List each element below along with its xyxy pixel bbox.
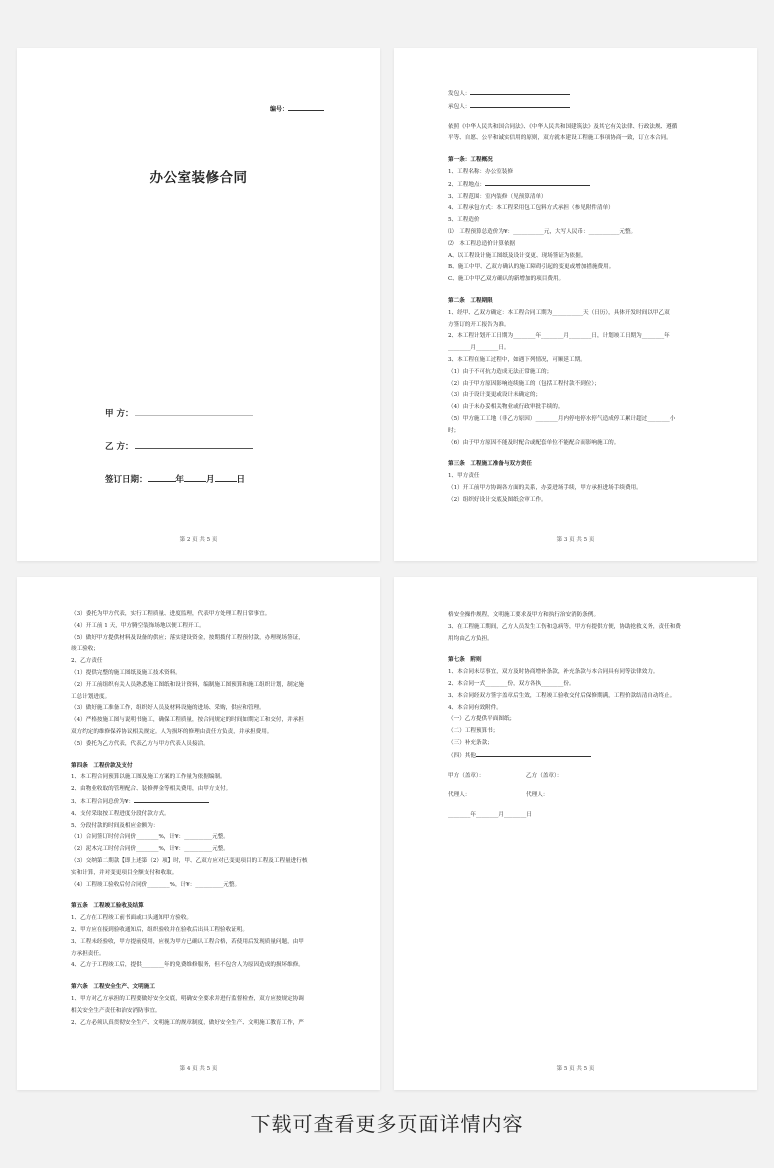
signature-label: 代理人： bbox=[448, 792, 471, 799]
line-text: 1、本工程合同预算以施工图及施工方案的工作量为依据编制。 bbox=[71, 774, 226, 781]
signature-row bbox=[448, 790, 709, 802]
contract-line bbox=[71, 739, 332, 751]
contract-line bbox=[448, 262, 709, 274]
line-text: 1、甲方对乙方承担的工程要做好安全交底，明确安全要求并进行监督检查，双方应按规定协调 bbox=[71, 995, 304, 1002]
spacer bbox=[448, 114, 709, 122]
line-text: （5）甲方施工工地（非乙方原因）________月内停电停水停气造成停工累计超过________小 bbox=[448, 415, 676, 422]
line-text: （4）严格按施工图与说明书施工，确保工程质量，按合同规定的时间如期完工和交付，并承担 bbox=[71, 717, 304, 724]
contract-line bbox=[448, 167, 709, 179]
contract-line bbox=[448, 438, 709, 450]
line-text: ________月________日。 bbox=[448, 345, 510, 352]
page-body bbox=[448, 88, 709, 507]
line-text: 4、支付采取按工程进度分段付款方式。 bbox=[71, 810, 170, 817]
blank-underline bbox=[485, 179, 590, 186]
contract-line bbox=[71, 668, 332, 680]
contract-line bbox=[448, 703, 709, 715]
line-text: 1、工程名称：办公室装修 bbox=[448, 168, 514, 175]
contract-line bbox=[448, 101, 709, 114]
line-text: （3）交纳第二期款【即上述第（2）项】时，甲、乙双方应对已变更项目的工程及工程量进行核 bbox=[71, 857, 308, 864]
line-text: 4、本合同有效附件。 bbox=[448, 704, 502, 711]
line-text: 5、工程造价 bbox=[448, 217, 480, 224]
line-text: 竣工验收； bbox=[71, 646, 99, 653]
line-text: （3）委托为甲方代表，实行工程质量、进度监理，代表甲方处理工程日常事宜。 bbox=[71, 611, 271, 617]
contract-line bbox=[448, 379, 709, 391]
contract-page-5 bbox=[394, 577, 757, 1090]
contract-line bbox=[71, 715, 332, 727]
line-text: 1、经甲、乙双方确定：本工程合同工期为___________天（日历），具体开发时间以甲乙双 bbox=[448, 309, 670, 316]
contract-line bbox=[71, 784, 332, 796]
contract-line bbox=[71, 703, 332, 715]
page-footer: 第 2 页 共 5 页 bbox=[179, 537, 218, 543]
line-text: （2）组织好设计交底及图纸会审工作。 bbox=[448, 496, 547, 503]
line-text: ⑵ 本工程总造价计算依据 bbox=[448, 240, 516, 247]
section-heading: 第四条 工程价款及支付 bbox=[71, 762, 133, 769]
contract-line bbox=[448, 679, 709, 691]
line-text: 发包人： bbox=[448, 91, 471, 97]
section-heading: 第六条 工程安全生产、文明施工 bbox=[71, 984, 155, 991]
line-text: 2、工程地点： bbox=[448, 181, 486, 188]
line-text: 2、乙方责任 bbox=[71, 658, 103, 665]
line-text: 1、乙方在工程竣工前书面或口头通知甲方验收。 bbox=[71, 915, 193, 922]
contract-line bbox=[71, 960, 332, 972]
contract-line bbox=[71, 633, 332, 645]
contract-line bbox=[448, 308, 709, 320]
signature-row bbox=[448, 771, 709, 783]
page-body bbox=[71, 609, 332, 1029]
signature-label: 乙方（盖章）： bbox=[526, 772, 563, 779]
contract-line bbox=[448, 402, 709, 414]
contract-line bbox=[71, 1018, 332, 1030]
spacer bbox=[448, 763, 709, 771]
line-text: 承包人： bbox=[448, 103, 471, 110]
contract-line bbox=[71, 609, 332, 621]
line-text: （2）开工前组织有关人员熟悉施工图纸和设计资料，编制施工图预算和施工组织计划，制定施 bbox=[71, 681, 304, 688]
contract-line bbox=[71, 937, 332, 949]
contract-line bbox=[71, 880, 332, 892]
line-text: 2、本合同一式________份，双方各执________份。 bbox=[448, 680, 575, 687]
contract-line bbox=[71, 856, 332, 868]
line-text: （1）提供完整的施工图纸及施工技术资料。 bbox=[71, 669, 181, 676]
blank-underline bbox=[476, 750, 591, 757]
line-text: ________年________月________日 bbox=[448, 812, 532, 819]
contract-line bbox=[71, 809, 332, 821]
contract-page-3 bbox=[394, 48, 757, 561]
contract-line bbox=[448, 88, 709, 101]
page-footer: 第 5 页 共 5 页 bbox=[556, 1066, 595, 1072]
line-text: 方承担责任。 bbox=[71, 950, 105, 957]
contract-line bbox=[448, 343, 709, 355]
signature-label: 甲方（盖章）： bbox=[448, 772, 485, 779]
contract-line bbox=[71, 868, 332, 880]
line-text: B、施工中甲、乙双方确认的施工障碍引起的变更或增加措施费用。 bbox=[448, 264, 615, 271]
blank-underline bbox=[134, 796, 209, 803]
contract-line bbox=[448, 426, 709, 438]
contract-line bbox=[448, 622, 709, 634]
page-footer: 第 3 页 共 5 页 bbox=[556, 537, 595, 543]
contract-number: 编号： bbox=[270, 104, 324, 113]
line-text: 3、在工程施工期间，乙方人员发生工伤和急病等，甲方有提供方便，协助抢救义务，责任和费 bbox=[448, 623, 681, 630]
line-text: （4）由于未办妥相关物业或行政审批手续的。 bbox=[448, 404, 564, 411]
line-text: A、以工程设计施工图纸及设计变更、现场签证为依据。 bbox=[448, 252, 587, 259]
line-text: （2）泥木完工时付合同价________%，计¥：__________元整。 bbox=[71, 846, 229, 853]
line-text: （1）由于不可抗力造成无法正常施工的； bbox=[448, 368, 553, 375]
contract-line bbox=[448, 810, 709, 822]
contract-line bbox=[71, 844, 332, 856]
contract-line bbox=[448, 355, 709, 367]
section-heading: 第一条：工程概况 bbox=[448, 157, 493, 164]
line-text: （1）合同签订时付合同价________%，计¥：__________元整。 bbox=[71, 834, 229, 841]
line-text: 依照《中华人民共和国合同法》、《中华人民共和国建筑法》及其它有关法律、行政法规、遵循 bbox=[448, 123, 678, 130]
line-text: （4）工程竣工验收后付合同价________%，计¥：__________元整。 bbox=[71, 881, 241, 888]
line-text: C、施工中甲乙双方确认的新增加的项目费用。 bbox=[448, 276, 565, 283]
line-text: 3、工程未经验收，甲方提前使用，应视为甲方已确认工程合格，若使用后发现质量问题，由甲 bbox=[71, 938, 304, 945]
contract-line bbox=[448, 390, 709, 402]
line-text: 平等、自愿、公平和诚实信用的原则，双方就本建设工程施工事项协商一致，订立本合同。 bbox=[448, 135, 672, 142]
line-text: （6）由于甲方原因不能及时配合或配套单位不能配合而影响施工的。 bbox=[448, 439, 620, 446]
contract-line bbox=[448, 320, 709, 332]
page-body bbox=[448, 610, 709, 822]
contract-line bbox=[71, 692, 332, 704]
contract-line bbox=[448, 133, 709, 145]
contract-line bbox=[448, 667, 709, 679]
section-heading: 第七条 附则 bbox=[448, 657, 482, 664]
contract-line bbox=[448, 331, 709, 343]
contract-line bbox=[71, 821, 332, 833]
line-text: （5）委托为乙方代表，代表乙方与甲方代表人员接洽。 bbox=[71, 740, 209, 747]
line-text: （一）乙方提供平面图纸； bbox=[448, 716, 516, 723]
party-b-line: 乙 方： bbox=[105, 439, 253, 452]
blank-underline bbox=[470, 88, 570, 95]
line-text: 时； bbox=[448, 427, 460, 434]
signature-label: 代理人： bbox=[526, 792, 549, 799]
contract-line bbox=[448, 192, 709, 204]
line-text: （2）由于甲方原因影响连续施工的（包括工程付款不到位）； bbox=[448, 380, 600, 387]
line-text: （1）开工前甲方协调各方面的关系，办妥进场手续，甲方承担进场手续费用。 bbox=[448, 484, 642, 491]
line-text: 方签订的开工报告为准。 bbox=[448, 321, 510, 328]
contract-line bbox=[71, 772, 332, 784]
contract-line bbox=[448, 691, 709, 703]
line-text: 2、本工程计划开工日期为________年________月________日，计划竣工日期为________年 bbox=[448, 333, 670, 340]
line-text: （5）做好甲方提供材料及设备的供应；落实建设资金，按期拨付工程预付款，办理现场签证， bbox=[71, 634, 304, 641]
line-text: 1、本合同未尽事宜，双方及时协商增补条款，补充条款与本合同具有同等法律效力。 bbox=[448, 669, 659, 676]
section-heading: 第五条 工程竣工验收及结算 bbox=[71, 903, 144, 910]
line-text: 3、工程范围：室内装修（见预算清单） bbox=[448, 193, 547, 200]
line-text: 1、甲方责任 bbox=[448, 473, 480, 480]
contract-line bbox=[448, 122, 709, 134]
contract-page-4 bbox=[17, 577, 380, 1090]
line-text: 5、分段付款的时间及相应金额为： bbox=[71, 822, 159, 829]
download-caption: 下载可查看更多页面详情内容 bbox=[250, 1112, 524, 1136]
contract-line bbox=[448, 738, 709, 750]
contract-line bbox=[448, 215, 709, 227]
contract-line bbox=[448, 239, 709, 251]
line-text: 2、甲方应在接到验收通知后，组织验收并在验收后出具工程验收证明。 bbox=[71, 926, 248, 933]
line-text: 3、本合同经双方签字盖章后生效，工程竣工验收交付后保修期满，工程价款结清自动终止。 bbox=[448, 692, 676, 699]
spacer bbox=[448, 782, 709, 790]
line-text: 4、乙方于工程竣工后，提供________年的免费维修服务，但不包含人为原因造成的损坏维修。 bbox=[71, 962, 304, 969]
line-text: ⑴ 工程预算总造价为¥：___________元，大写人民币：___________元整。 bbox=[448, 228, 637, 235]
section-heading: 第三条 工程施工准备与双方责任 bbox=[448, 461, 532, 468]
line-text: 2、由物业收取的管理配合、装修押金等相关费用，由甲方支付。 bbox=[71, 786, 232, 793]
contract-line bbox=[71, 796, 332, 809]
party-a-line: 甲 方： bbox=[105, 406, 253, 419]
contract-line bbox=[448, 483, 709, 495]
line-text: （3）由于设计变更或设计未确定的； bbox=[448, 392, 542, 399]
line-text: 4、工程承包方式：本工程采用包工包料方式承担（参见附件清单） bbox=[448, 205, 614, 212]
contract-line bbox=[448, 203, 709, 215]
contract-line bbox=[448, 367, 709, 379]
line-text: 实和计算，并对变更项目全额支付和收取。 bbox=[71, 869, 178, 876]
contract-line bbox=[448, 274, 709, 286]
line-text: 2、乙方必须认真贯彻安全生产、文明施工的规章制度，做好安全生产、文明施工教育工作，严 bbox=[71, 1019, 304, 1026]
line-text: （二）工程预算书； bbox=[448, 728, 499, 735]
contract-line bbox=[71, 994, 332, 1006]
contract-title: 办公室装修合同 bbox=[149, 170, 248, 186]
contract-line bbox=[71, 644, 332, 656]
contract-line bbox=[448, 471, 709, 483]
blank-underline bbox=[470, 101, 570, 108]
contract-line bbox=[448, 750, 709, 763]
line-text: 工总计划进度。 bbox=[71, 693, 111, 700]
section-heading: 第二条 工程期限 bbox=[448, 297, 493, 304]
line-text: 格安全操作规程，文明施工要求及甲方和执行治安消防条例。 bbox=[448, 612, 600, 618]
contract-line bbox=[448, 414, 709, 426]
contract-cover-page bbox=[17, 48, 380, 561]
line-text: （4）开工前 1 天，甲方腾空装饰场地以便工程开工。 bbox=[71, 622, 205, 629]
page-footer: 第 4 页 共 5 页 bbox=[179, 1066, 218, 1072]
line-text: （3）做好施工准备工作，组织好人员及材料设施的进场、采购，供应和管理。 bbox=[71, 705, 265, 712]
contract-line bbox=[448, 495, 709, 507]
contract-line bbox=[71, 832, 332, 844]
contract-line bbox=[71, 621, 332, 633]
line-text: 3、本工程合同总价为¥： bbox=[71, 798, 135, 805]
contract-line bbox=[448, 227, 709, 239]
line-text: 3、本工程在施工过程中，如遇下列情况，可顺延工期。 bbox=[448, 356, 586, 363]
contract-line bbox=[71, 727, 332, 739]
contract-line bbox=[448, 714, 709, 726]
contract-line bbox=[71, 1006, 332, 1018]
contract-line bbox=[71, 680, 332, 692]
contract-line bbox=[71, 949, 332, 961]
contract-line bbox=[448, 726, 709, 738]
contract-line bbox=[71, 913, 332, 925]
signing-date: 签订日期： 年 月 日 bbox=[105, 472, 245, 485]
contract-line bbox=[448, 610, 709, 622]
line-text: （四）其他 bbox=[448, 752, 476, 759]
spacer bbox=[448, 802, 709, 810]
line-text: 相关安全生产责任和治安消防事宜。 bbox=[71, 1007, 161, 1014]
contract-line bbox=[448, 179, 709, 192]
contract-line bbox=[71, 925, 332, 937]
line-text: 用均由乙方负担。 bbox=[448, 635, 493, 642]
line-text: 双方约定的维修保养协议相关规定。人为损坏的修理由责任方负责，并承担费用。 bbox=[71, 728, 273, 735]
contract-line bbox=[448, 251, 709, 263]
contract-line bbox=[71, 656, 332, 668]
line-text: （三）补充条款； bbox=[448, 739, 493, 746]
contract-line bbox=[448, 634, 709, 646]
